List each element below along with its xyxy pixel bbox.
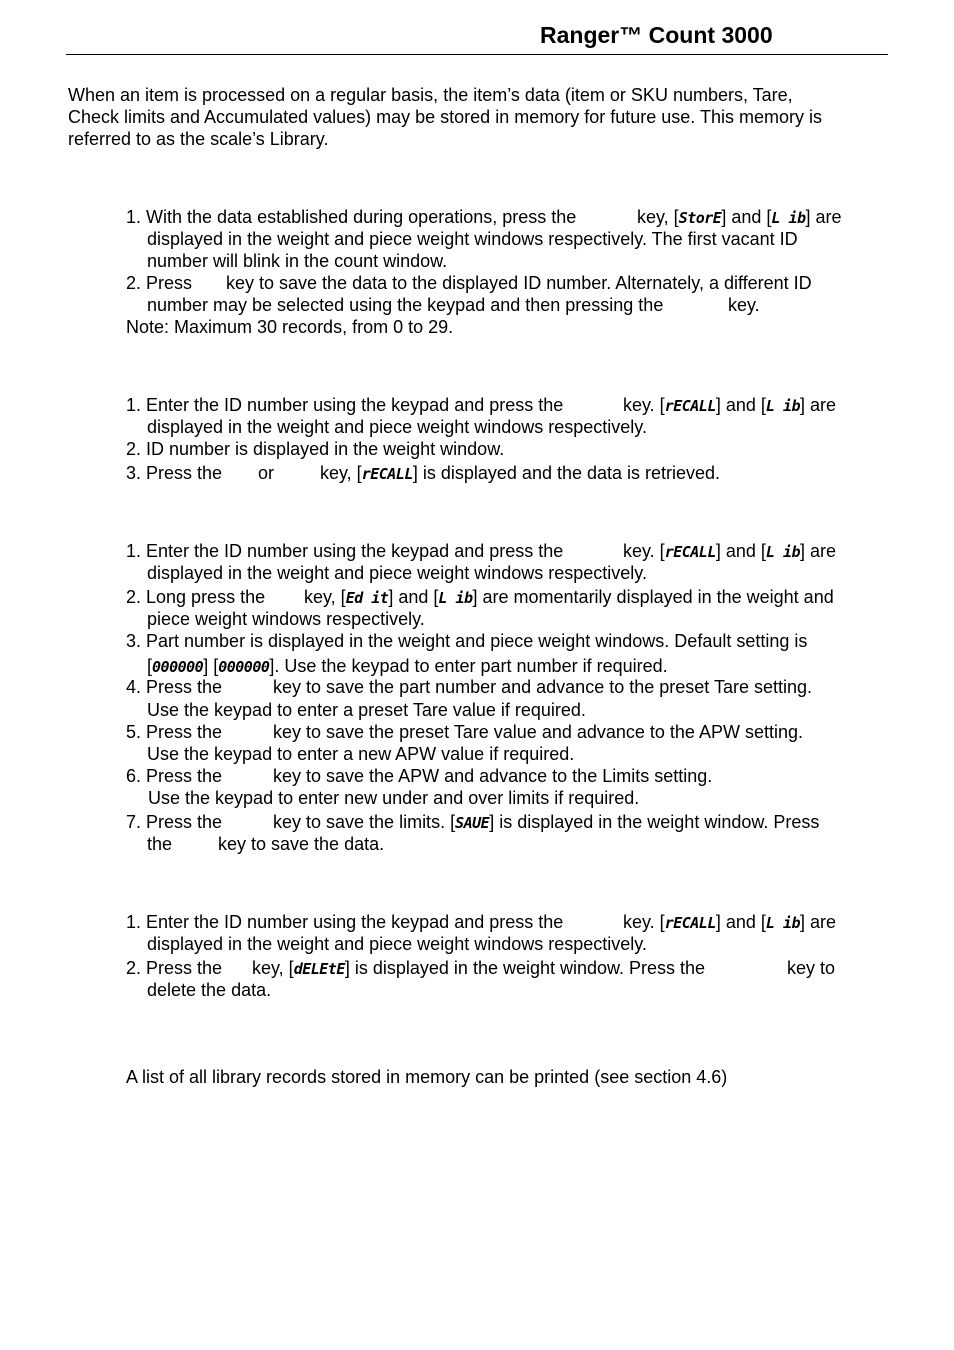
recall-step3-text: 3. Press the: [126, 463, 223, 483]
lcd-lib: L ib: [765, 543, 801, 561]
store-step1-line3: number will blink in the count window.: [147, 251, 448, 271]
delete-step2-text-key: key, [dELEtE] is displayed in the weight window. Press the: [252, 958, 706, 978]
delete-step2-line2: delete the data.: [147, 980, 272, 1000]
edit-step4-text-key: key to save the part number and advance to the preset Tare setting.: [273, 677, 812, 697]
intro-paragraph: [68, 84, 822, 150]
lcd-zero: 000000: [218, 658, 270, 676]
recall-step3-or: or: [258, 463, 275, 483]
lcd-lib: L ib: [771, 209, 806, 227]
store-step1-text: 1. With the data established during operations, press the: [126, 207, 577, 227]
edit-step2-text: 2. Long press the: [126, 587, 266, 607]
lcd-lib: L ib: [765, 397, 801, 415]
recall-step2: 2. ID number is displayed in the weight window.: [126, 439, 505, 459]
intro-line: When an item is processed on a regular basis, the item’s data (item or SKU numbers, Tare,: [68, 85, 793, 105]
edit-step2-text-key: key, [Ed it] and [L ib] are momentarily displayed in the weight and: [304, 587, 834, 607]
store-step2-line2-key: key.: [728, 295, 760, 315]
recall-step1-text-key: key. [rECALL] and [L ib] are: [623, 395, 837, 415]
lcd-zero: 000000: [152, 658, 204, 676]
intro-line: Check limits and Accumulated values) may be stored in memory for future use. This memory is: [68, 107, 822, 127]
edit-step1-text: 1. Enter the ID number using the keypad and press the: [126, 541, 564, 561]
delete-step2-text: 2. Press the: [126, 958, 223, 978]
edit-step5-line2: Use the keypad to enter a new APW value if required.: [147, 744, 575, 764]
edit-step1-line2: displayed in the weight and piece weight windows respectively.: [147, 563, 647, 583]
edit-step2-line2: piece weight windows respectively.: [147, 609, 425, 629]
lcd-store: StorE: [678, 209, 722, 227]
store-step2-text-key: key to save the data to the displayed ID number. Alternately, a different ID: [226, 273, 812, 293]
edit-step7-line2-key: key to save the data.: [218, 834, 385, 854]
edit-step7-text-key: key to save the limits. [SAUE] is displayed in the weight window. Press: [273, 812, 820, 832]
edit-step7-line2: the: [147, 834, 173, 854]
delete-step1-line2: displayed in the weight and piece weight windows respectively.: [147, 934, 647, 954]
store-step2-line2: number may be selected using the keypad and then pressing the: [147, 295, 664, 315]
lcd-recall: rECALL: [664, 914, 716, 932]
intro-line: referred to as the scale’s Library.: [68, 129, 329, 149]
edit-step3: 3. Part number is displayed in the weight and piece weight windows. Default setting is: [126, 631, 808, 651]
recall-step1-text: 1. Enter the ID number using the keypad and press the: [126, 395, 564, 415]
header-rule: [66, 54, 888, 55]
page-header-title: Ranger™ Count 3000: [540, 22, 773, 48]
edit-step3-line2: [000000] [000000]. Use the keypad to enter part number if required.: [147, 656, 668, 676]
store-note: Note: Maximum 30 records, from 0 to 29.: [126, 317, 454, 337]
edit-step6-text-key: key to save the APW and advance to the Limits setting.: [273, 766, 713, 786]
lcd-lib: L ib: [438, 589, 473, 607]
lcd-delete: dELEtE: [293, 960, 345, 978]
edit-step6-line2: Use the keypad to enter new under and over limits if required.: [148, 788, 640, 808]
delete-step1-text-key: key. [rECALL] and [L ib] are: [623, 912, 837, 932]
edit-step5-text: 5. Press the: [126, 722, 223, 742]
lcd-recall: rECALL: [664, 397, 716, 415]
edit-step7-text: 7. Press the: [126, 812, 223, 832]
edit-step4-text: 4. Press the: [126, 677, 223, 697]
lcd-save: SAUE: [455, 814, 490, 832]
lcd-recall: rECALL: [664, 543, 716, 561]
edit-step5-text-key: key to save the preset Tare value and advance to the APW setting.: [273, 722, 803, 742]
recall-step3-text-key: key, [rECALL] is displayed and the data is retrieved.: [320, 463, 721, 483]
delete-step2-text-key2: key to: [787, 958, 836, 978]
recall-step1-line2: displayed in the weight and piece weight windows respectively.: [147, 417, 647, 437]
store-step1-text-key: key, [StorE] and [L ib] are: [637, 207, 842, 227]
delete-step1-text: 1. Enter the ID number using the keypad and press the: [126, 912, 564, 932]
store-step2-text: 2. Press: [126, 273, 193, 293]
print-library-text: A list of all library records stored in memory can be printed (see section 4.6): [126, 1067, 728, 1087]
lcd-recall: rECALL: [361, 465, 413, 483]
edit-step6-text: 6. Press the: [126, 766, 223, 786]
edit-step1-text-key: key. [rECALL] and [L ib] are: [623, 541, 837, 561]
edit-step4-line2: Use the keypad to enter a preset Tare value if required.: [147, 700, 586, 720]
lcd-edit: Ed it: [345, 589, 389, 607]
store-step1-line2: displayed in the weight and piece weight windows respectively. The first vacant ID: [147, 229, 798, 249]
lcd-lib: L ib: [765, 914, 801, 932]
